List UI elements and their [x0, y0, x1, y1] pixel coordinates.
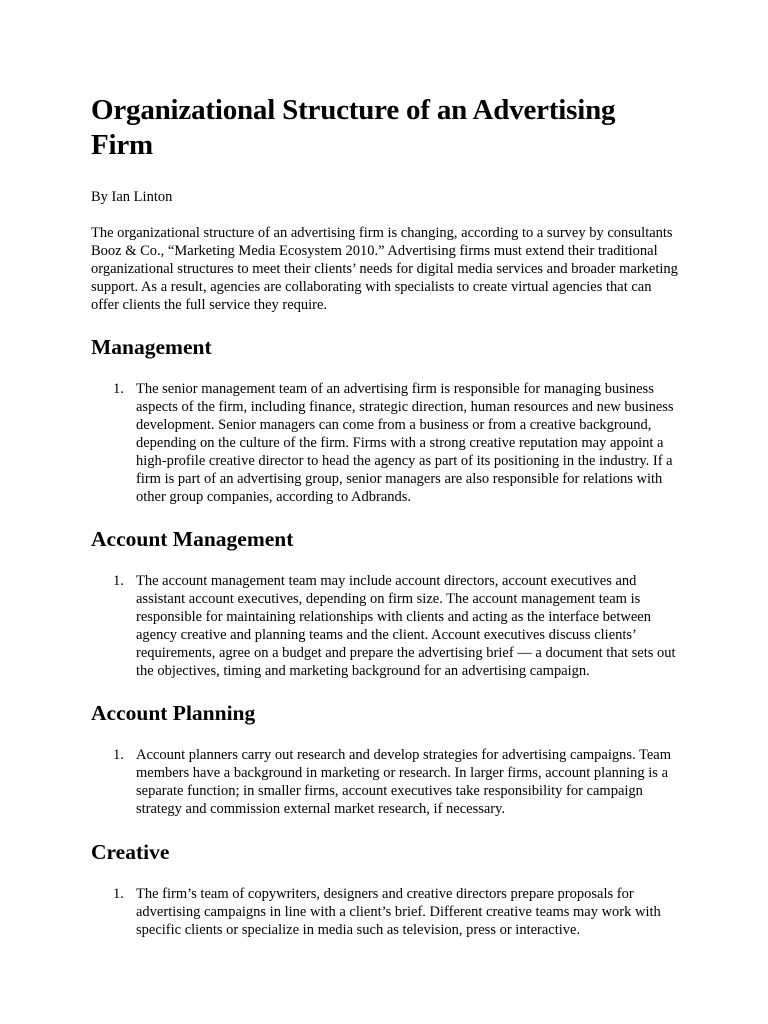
- list-item: [91, 885, 681, 939]
- intro-paragraph: The organizational structure of an advertising firm is changing, according to a survey by consultants Booz & Co., “Marketing Media Ecosystem 2010.” Advertising firms must extend their traditional organizational structures to meet their clients’ needs for digital media services and broader marketing support. As a result, agencies are collaborating with specialists to create virtual agencies that can offer clients the full service they require.: [91, 225, 678, 313]
- document-page: [91, 93, 681, 939]
- numbered-list: [91, 380, 681, 506]
- document-title: Organizational Structure of an Advertising Firm: [91, 94, 616, 161]
- numbered-list: [91, 572, 681, 680]
- list-item-number: 1.: [113, 886, 124, 902]
- list-item-text: The account management team may include account directors, account executives and assistant account executives, depending on firm size. The account management team is responsible for maintaining relationships with clients and acting as the interface between agency creative and planning teams and the client. Account executives discuss clients’ requirements, agree on a budget and prepare the advertising brief — a document that sets out the objectives, timing and marketing background for an advertising campaign.: [136, 573, 676, 679]
- list-item: [91, 572, 681, 680]
- section-management: [91, 334, 681, 506]
- section-heading: Creative: [91, 840, 170, 864]
- list-item-number: 1.: [113, 747, 124, 763]
- section-account-management: [91, 526, 681, 680]
- section-heading: Management: [91, 335, 212, 359]
- list-item: [91, 746, 681, 818]
- numbered-list: [91, 885, 681, 939]
- numbered-list: [91, 746, 681, 818]
- list-item: [91, 380, 681, 506]
- section-creative: [91, 839, 681, 939]
- list-item-text: The firm’s team of copywriters, designers and creative directors prepare proposals for advertising campaigns in line with a client’s brief. Different creative teams may work with specific clients or specialize in media such as television, press or interactive.: [136, 886, 661, 938]
- list-item-number: 1.: [113, 573, 124, 589]
- section-heading: Account Planning: [91, 701, 256, 725]
- list-item-text: The senior management team of an advertising firm is responsible for managing business aspects of the firm, including finance, strategic direction, human resources and new business development. Senior managers can come from a business or from a creative background, depending on the culture of the firm. Firms with a strong creative reputation may appoint a high-profile creative director to head the agency as part of its positioning in the industry. If a firm is part of an advertising group, senior managers are also responsible for relations with other group companies, according to Adbrands.: [136, 381, 674, 505]
- list-item-number: 1.: [113, 381, 124, 397]
- section-account-planning: [91, 700, 681, 818]
- author-byline: By Ian Linton: [91, 189, 173, 205]
- section-heading: Account Management: [91, 527, 294, 551]
- list-item-text: Account planners carry out research and develop strategies for advertising campaigns. Team members have a background in marketing or research. In larger firms, account planning is a separate function; in smaller firms, account executives take responsibility for campaign strategy and commission external market research, if necessary.: [136, 747, 672, 817]
